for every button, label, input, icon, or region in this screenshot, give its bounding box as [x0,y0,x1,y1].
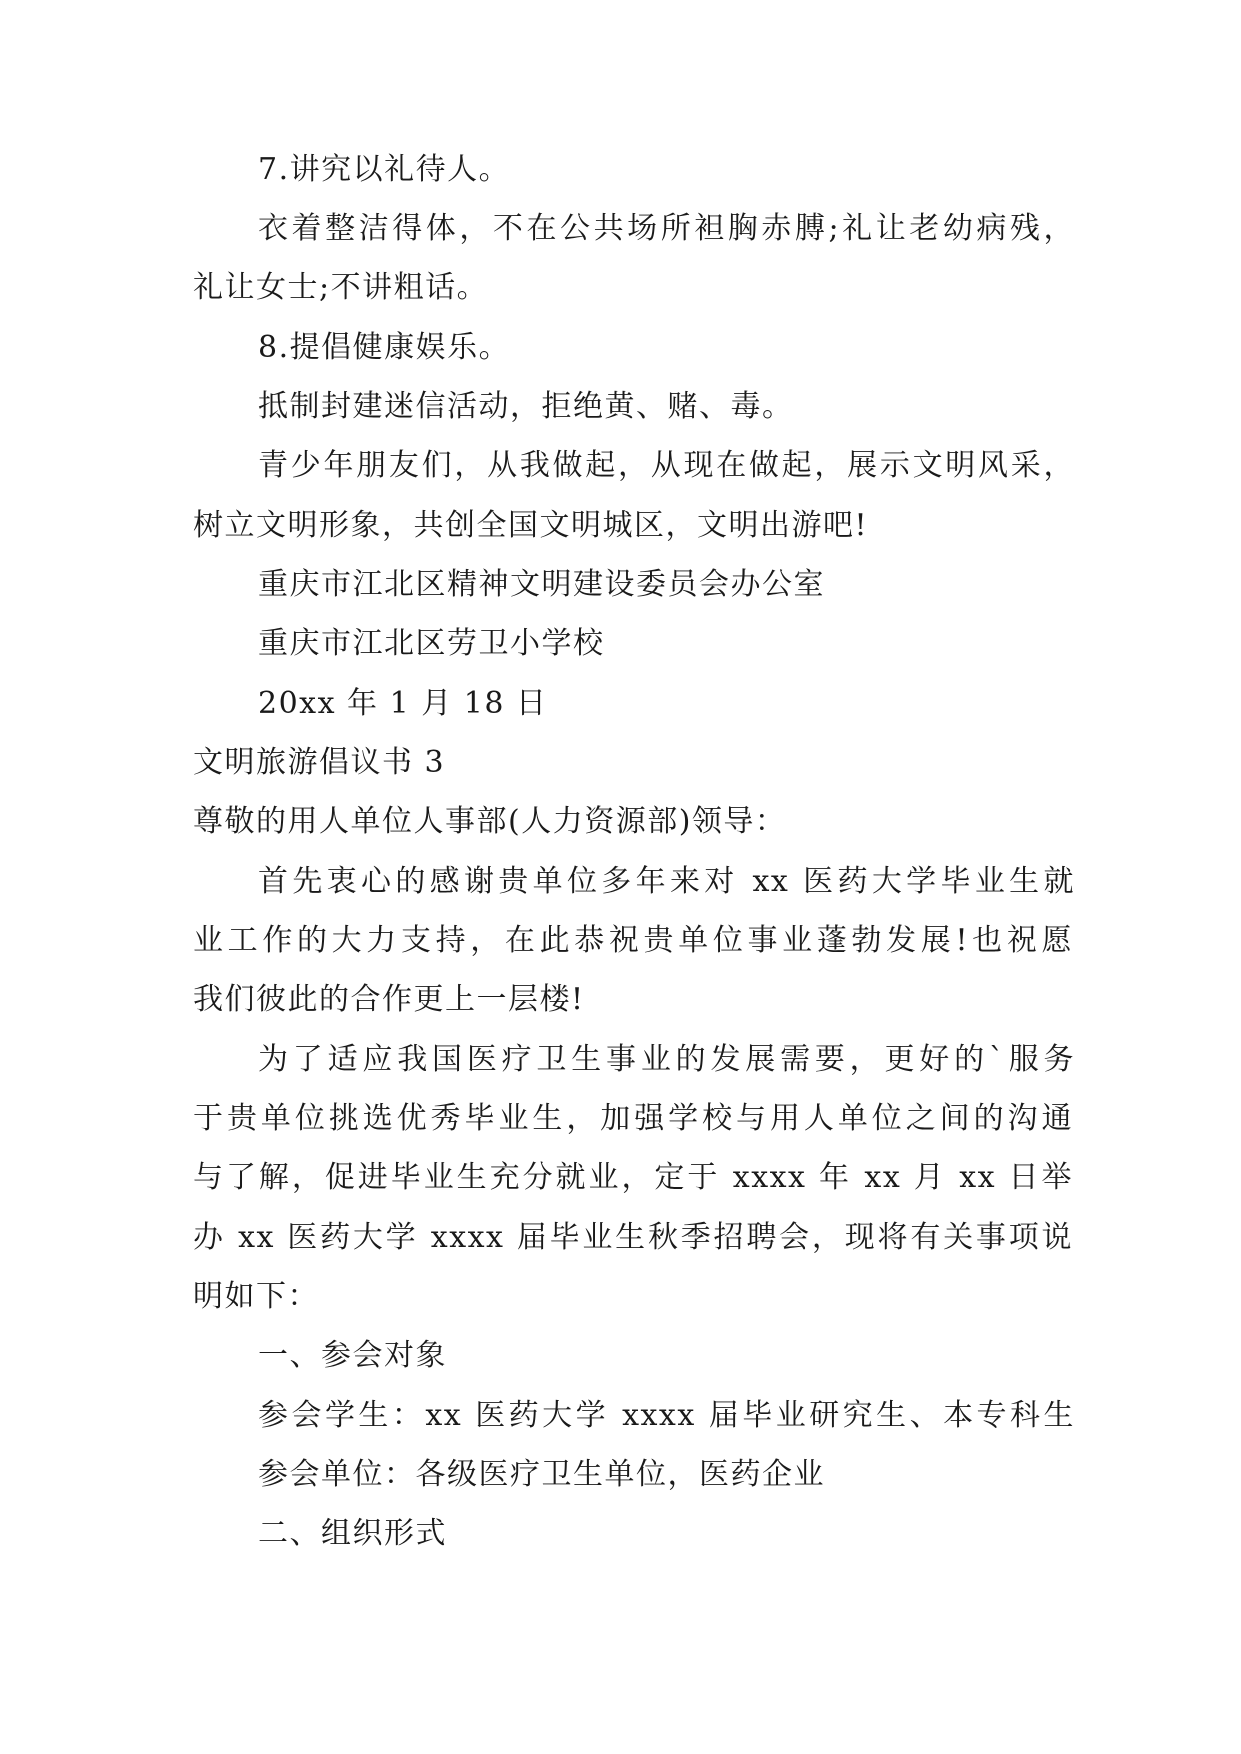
section-title: 文明旅游倡议书 3 [193,745,446,780]
paragraph-item-8-heading: 8.提倡健康娱乐。 [258,330,511,365]
paragraph-text: 于贵单位挑选优秀毕业生，加强学校与用人单位之间的沟通 [193,1101,1073,1136]
paragraph-text: 业工作的大力支持，在此恭祝贵单位事业蓬勃发展!也祝愿 [193,923,1073,958]
paragraph-text: 为了适应我国医疗卫生事业的发展需要，更好的`服务 [258,1042,1075,1077]
paragraph-text: 办 xx 医药大学 xxxx 届毕业生秋季招聘会，现将有关事项说 [193,1220,1073,1255]
paragraph-text: 与了解，促进毕业生充分就业，定于 xxxx 年 xx 月 xx 日举 [193,1160,1073,1195]
paragraph-text: 首先衷心的感谢贵单位多年来对 xx 医药大学毕业生就 [258,864,1075,899]
paragraph-text: 抵制封建迷信活动，拒绝黄、赌、毒。 [258,389,794,424]
salutation: 尊敬的用人单位人事部(人力资源部)领导： [193,804,787,839]
paragraph-text: 参会学生：xx 医药大学 xxxx 届毕业研究生、本专科生 [258,1398,1075,1433]
paragraph-text: 衣着整洁得体，不在公共场所袒胸赤膊;礼让老幼病残， [258,211,1075,246]
subsection-heading: 一、参会对象 [258,1338,447,1373]
paragraph-text: 青少年朋友们，从我做起，从现在做起，展示文明风采， [258,448,1075,483]
date-line: 20xx 年 1 月 18 日 [258,686,548,721]
signature-line: 重庆市江北区精神文明建设委员会办公室 [258,567,825,602]
paragraph-text: 我们彼此的合作更上一层楼! [193,982,585,1017]
paragraph-text: 参会单位：各级医疗卫生单位，医药企业 [258,1457,825,1492]
paragraph-text: 明如下： [193,1279,319,1314]
paragraph-text: 礼让女士;不讲粗话。 [193,270,489,305]
paragraph-item-7-heading: 7.讲究以礼待人。 [258,152,511,187]
signature-line: 重庆市江北区劳卫小学校 [258,626,605,661]
subsection-heading: 二、组织形式 [258,1516,447,1551]
paragraph-text: 树立文明形象，共创全国文明城区，文明出游吧! [193,508,869,543]
